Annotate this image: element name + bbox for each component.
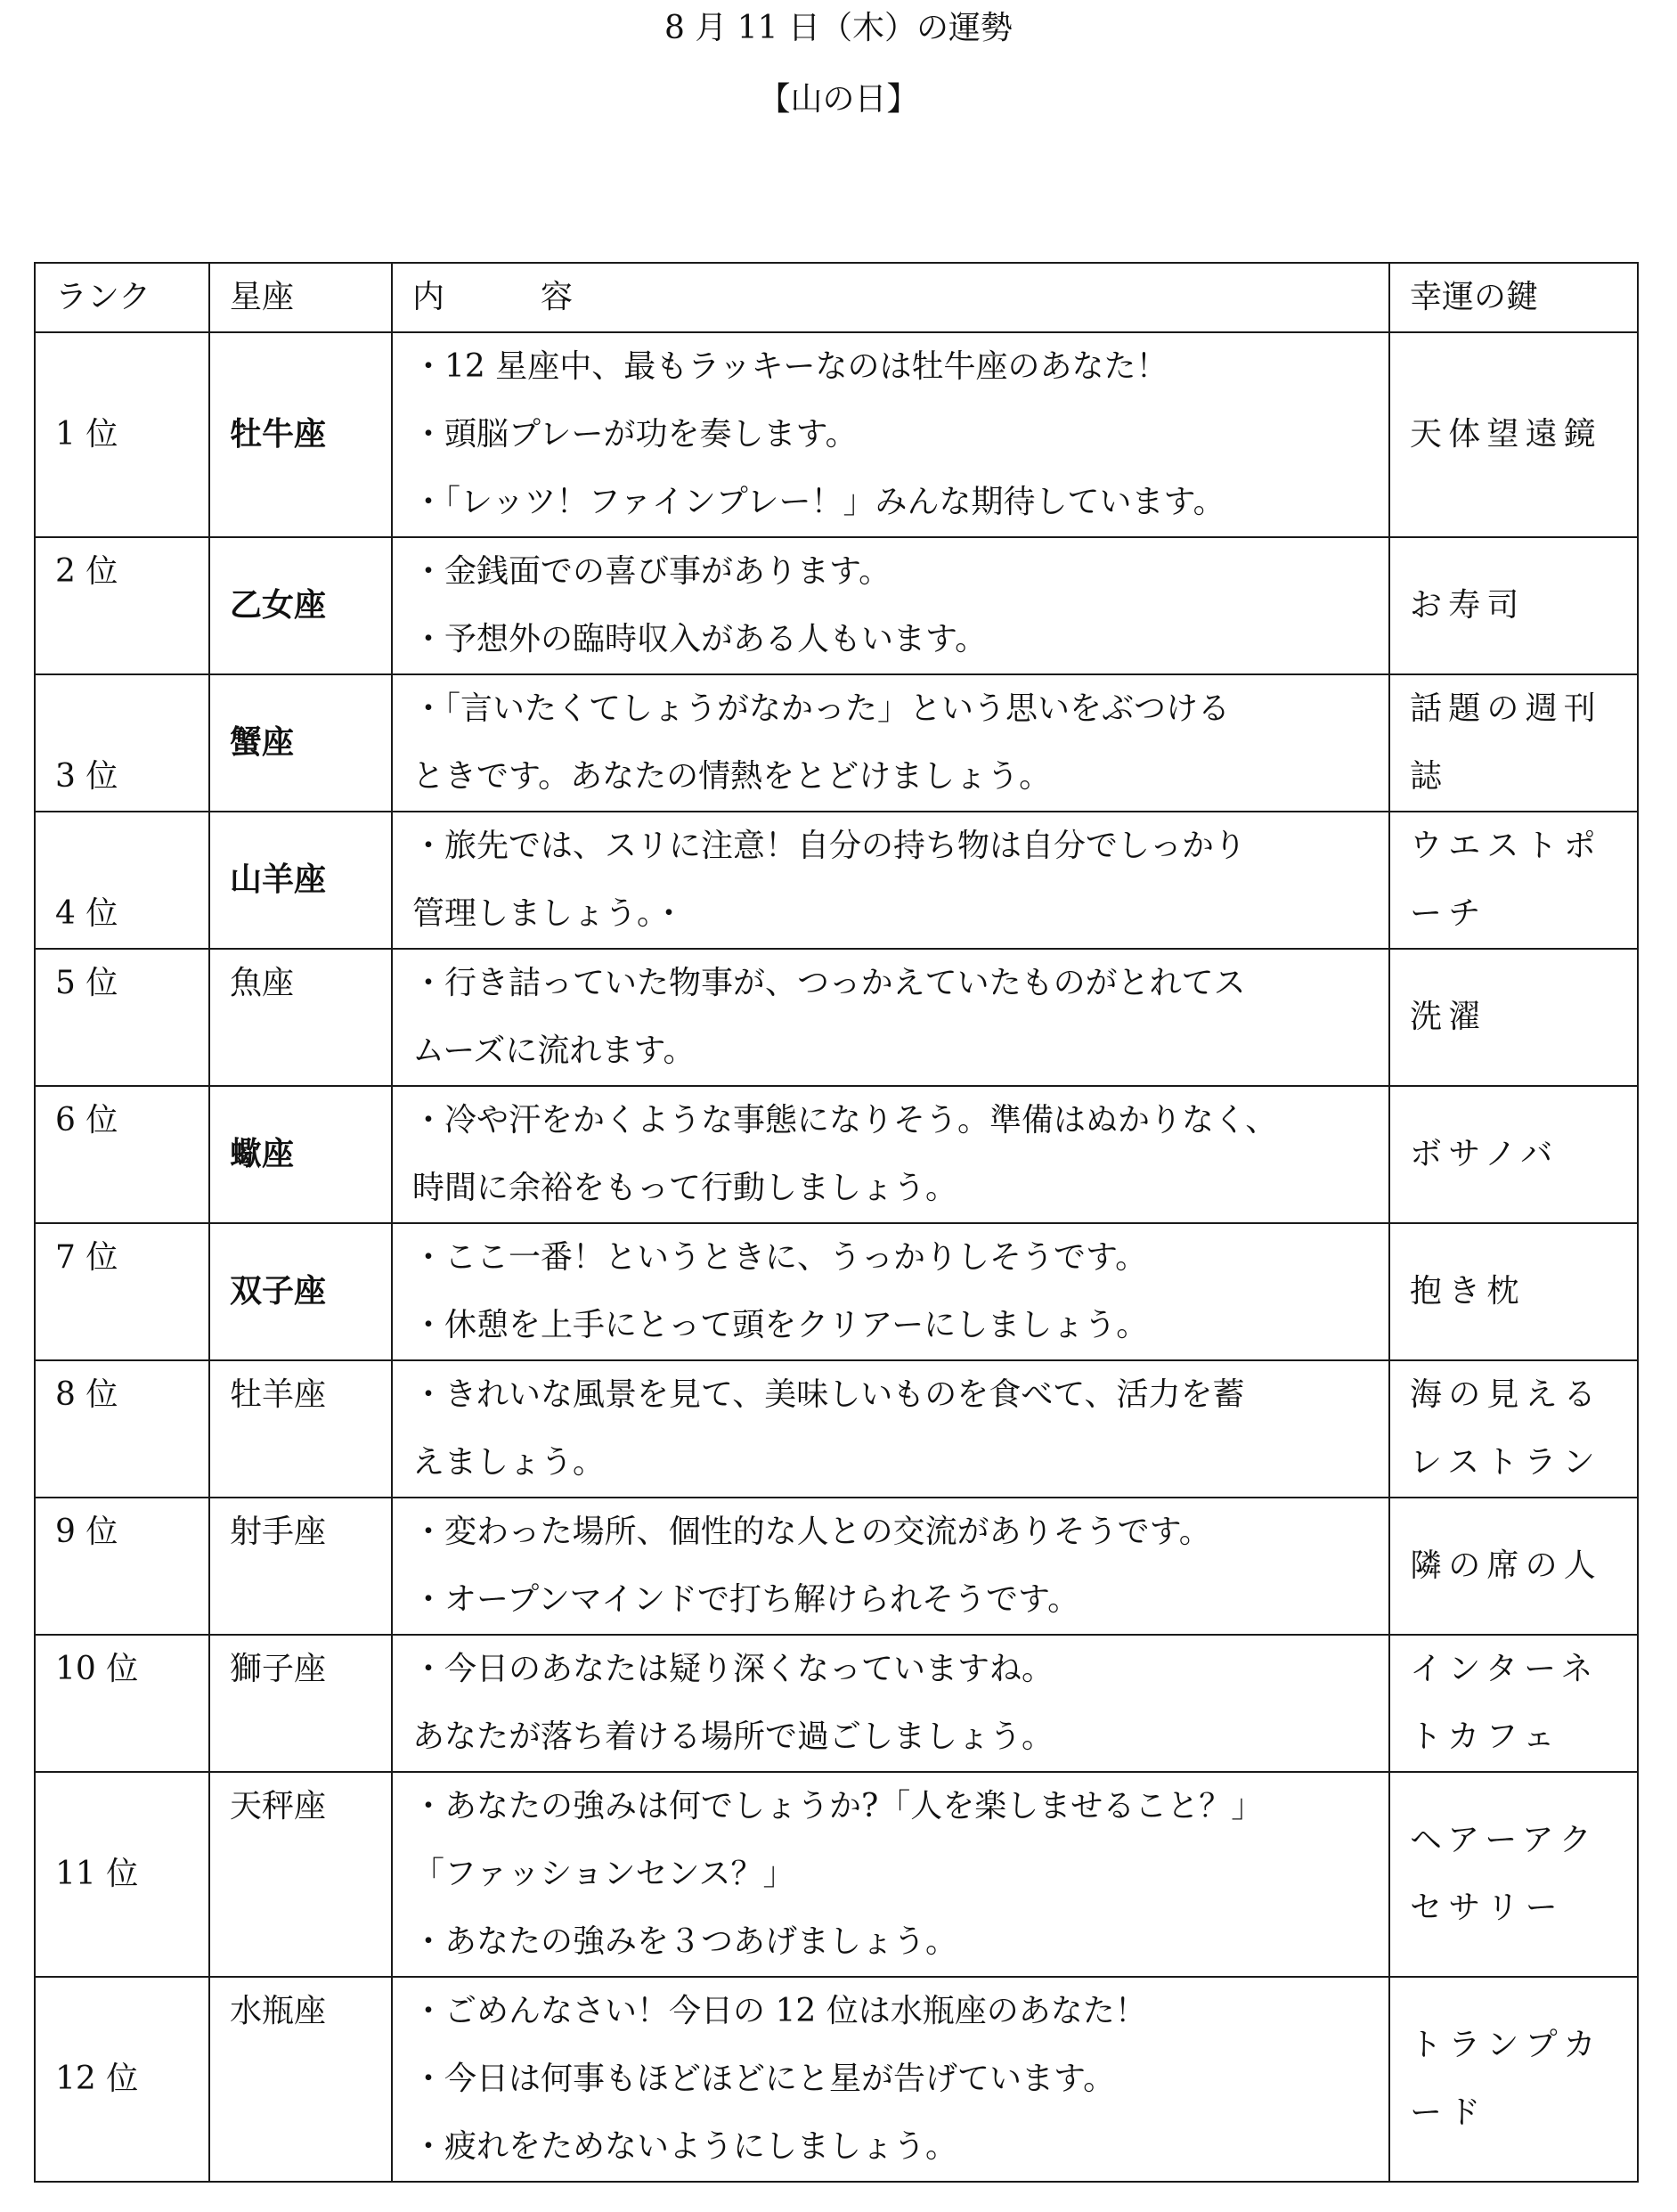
rank-cell: 10 位	[35, 1635, 209, 1772]
rank-cell: 12 位	[35, 1977, 209, 2182]
content-cell	[392, 1223, 1389, 1360]
lucky-line: 海の見える	[1410, 1376, 1603, 1413]
lucky-line: ーチ	[1410, 895, 1487, 932]
lucky-cell	[1389, 1635, 1638, 1772]
content-line: ・頭脳プレーが功を奏します。	[412, 416, 858, 453]
column-header-rank: ランク	[35, 263, 209, 332]
content-line: あなたが落ち着ける場所で過ごしましょう。	[412, 1718, 1054, 1755]
lucky-line: 話題の週刊	[1410, 690, 1603, 727]
table-row	[35, 1086, 1638, 1223]
sign-cell: 射手座	[209, 1498, 392, 1635]
content-cell	[392, 674, 1389, 812]
table-header-row	[35, 263, 1638, 332]
lucky-line: 天体望遠鏡	[1410, 416, 1603, 453]
lucky-line: お寿司	[1410, 587, 1526, 624]
lucky-cell	[1389, 674, 1638, 812]
table-row	[35, 1635, 1638, 1772]
sign-cell: 天秤座	[209, 1772, 392, 1977]
lucky-line: ウエストポ	[1410, 828, 1603, 864]
content-line: ・ここ一番！というときに、うっかりしそうです。	[412, 1239, 1148, 1276]
table-row	[35, 674, 1638, 812]
lucky-cell	[1389, 1498, 1638, 1635]
content-line: ・旅先では、スリに注意！自分の持ち物は自分でしっかり	[412, 828, 1247, 864]
lucky-cell	[1389, 537, 1638, 674]
table-row	[35, 812, 1638, 949]
content-cell	[392, 949, 1389, 1086]
lucky-cell	[1389, 812, 1638, 949]
rank-cell: 8 位	[35, 1360, 209, 1498]
content-line: ・ごめんなさい！今日の 12 位は水瓶座のあなた！	[412, 1993, 1147, 2029]
content-cell	[392, 332, 1389, 537]
column-header-sign: 星座	[209, 263, 392, 332]
lucky-line: セサリー	[1410, 1890, 1564, 1926]
content-line: ・冷や汗をかくような事態になりそう。準備はぬかりなく、	[412, 1102, 1278, 1139]
content-line: ・「言いたくてしょうがなかった」という思いをぶつける	[412, 690, 1231, 727]
fortune-table	[34, 262, 1639, 2183]
lucky-cell	[1389, 949, 1638, 1086]
content-line: ・きれいな風景を見て、美味しいものを食べて、活力を蓄	[412, 1376, 1245, 1413]
content-cell	[392, 1086, 1389, 1223]
content-cell	[392, 537, 1389, 674]
lucky-line: トランプカ	[1410, 2027, 1602, 2063]
sign-cell: 水瓶座	[209, 1977, 392, 2182]
lucky-line: 洗濯	[1410, 999, 1487, 1035]
content-line: ・12 星座中、最もラッキーなのは牡牛座のあなた！	[412, 348, 1168, 385]
table-row	[35, 1498, 1638, 1635]
content-cell	[392, 1635, 1389, 1772]
lucky-line: 誌	[1410, 758, 1449, 795]
sign-cell: 魚座	[209, 949, 392, 1086]
lucky-cell	[1389, 1223, 1638, 1360]
content-line: ・あなたの強みは何でしょうか?「人を楽しませること？」	[412, 1788, 1264, 1824]
sign-cell: 乙女座	[209, 537, 392, 674]
lucky-line: インターネ	[1410, 1651, 1600, 1687]
table-row	[35, 1772, 1638, 1977]
rank-cell: 5 位	[35, 949, 209, 1086]
lucky-cell	[1389, 1360, 1638, 1498]
column-header-content: 内 容	[392, 263, 1389, 332]
rank-cell: 2 位	[35, 537, 209, 674]
rank-cell: 6 位	[35, 1086, 209, 1223]
content-line: ・金銭面での喜び事があります。	[412, 553, 891, 590]
table-row	[35, 1360, 1638, 1498]
rank-cell: 9 位	[35, 1498, 209, 1635]
page-subtitle: 【山の日】	[758, 81, 919, 118]
sign-cell: 獅子座	[209, 1635, 392, 1772]
content-line: ・予想外の臨時収入がある人もいます。	[412, 621, 988, 657]
content-cell	[392, 1498, 1389, 1635]
lucky-line: レストラン	[1410, 1444, 1601, 1481]
content-cell	[392, 1977, 1389, 2182]
sign-cell: 牡牛座	[209, 332, 392, 537]
content-line: ムーズに流れます。	[412, 1033, 696, 1069]
content-line: ・疲れをためないようにしましょう。	[412, 2128, 958, 2165]
lucky-line: 隣の席の人	[1410, 1547, 1603, 1584]
content-line: ときです。あなたの情熱をとどけましょう。	[412, 758, 1052, 795]
content-line: ・オープンマインドで打ち解けられそうです。	[412, 1581, 1080, 1618]
rank-cell: 1 位	[35, 332, 209, 537]
content-line: えましょう。	[412, 1444, 606, 1481]
lucky-line: トカフェ	[1410, 1718, 1561, 1755]
sign-cell: 蠍座	[209, 1086, 392, 1223]
lucky-line: ボサノバ	[1410, 1136, 1559, 1172]
lucky-cell	[1389, 1977, 1638, 2182]
lucky-cell	[1389, 332, 1638, 537]
content-line: ・今日は何事もほどほどにと星が告げています。	[412, 2061, 1116, 2097]
sign-cell: 山羊座	[209, 812, 392, 949]
table-row	[35, 1223, 1638, 1360]
content-line: 時間に余裕をもって行動しましょう。	[412, 1170, 958, 1206]
sign-cell: 双子座	[209, 1223, 392, 1360]
table-row	[35, 537, 1638, 674]
content-line: ・変わった場所、個性的な人との交流がありそうです。	[412, 1514, 1211, 1550]
lucky-cell	[1389, 1772, 1638, 1977]
content-line: 「ファッションセンス？」	[412, 1856, 795, 1892]
table-row	[35, 1977, 1638, 2182]
content-line: ・「レッツ！ファインプレー！」みんな期待しています。	[412, 484, 1225, 520]
lucky-line: ード	[1410, 2094, 1487, 2131]
table-row	[35, 332, 1638, 537]
rank-cell: 11 位	[35, 1772, 209, 1977]
rank-cell: 4 位	[35, 812, 209, 949]
content-cell	[392, 1772, 1389, 1977]
content-line: ・休憩を上手にとって頭をクリアーにしましょう。	[412, 1307, 1149, 1343]
content-cell	[392, 1360, 1389, 1498]
sign-cell: 蟹座	[209, 674, 392, 812]
rank-cell: 7 位	[35, 1223, 209, 1360]
content-line: 管理しましょう。・	[412, 895, 686, 932]
content-cell	[392, 812, 1389, 949]
lucky-line: 抱き枕	[1410, 1273, 1526, 1310]
lucky-line: ヘアーアク	[1410, 1822, 1598, 1858]
rank-cell: 3 位	[35, 674, 209, 812]
content-line: ・今日のあなたは疑り深くなっていますね。	[412, 1651, 1054, 1687]
sign-cell: 牡羊座	[209, 1360, 392, 1498]
page-title: 8 月 11 日（木）の運勢	[663, 10, 1014, 46]
column-header-lucky: 幸運の鍵	[1389, 263, 1638, 332]
table-row	[35, 949, 1638, 1086]
lucky-cell	[1389, 1086, 1638, 1223]
content-line: ・あなたの強みを３つあげましょう。	[412, 1923, 958, 1960]
content-line: ・行き詰っていた物事が、つっかえていたものがとれてス	[412, 965, 1246, 1001]
